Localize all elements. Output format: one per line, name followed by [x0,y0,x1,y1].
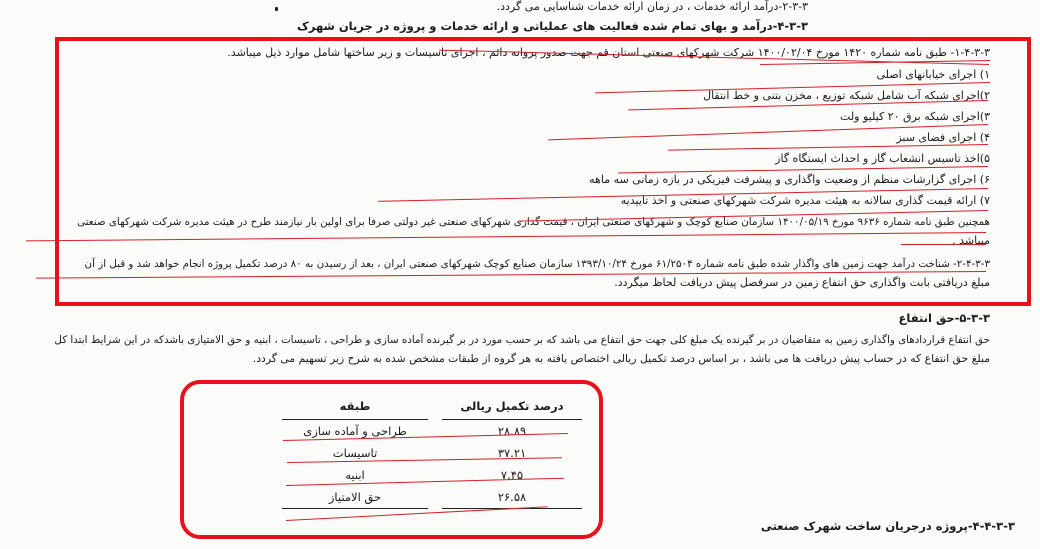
scan-speck [275,7,278,11]
section-5-3-3-heading: ۵-۳-۳-حق انتفاع [898,311,990,325]
paragraph-2-4-3-3-end: مبلغ دریافتی بابت واگذاری حق انتفاع زمین در سرفصل پیش دریافت لحاظ میگردد. [614,276,990,289]
list-item: ۵)اخذ تاسیس انشعاب گاز و احداث ایستگاه گاز [775,152,990,165]
paragraph-followup-letter-end: میباشد . [952,234,990,247]
cell-category: تاسیسات [332,446,378,460]
list-item: ۱) اجرای خیابانهای اصلی [876,68,990,81]
table-row [282,464,582,486]
list-item: ۲)اجرای شبکه آب شامل شبکه توزیع ، مخزن بتنی و خط انتقال [703,89,990,102]
table-header-row [282,393,582,420]
paragraph-1-4-3-3: ۱-۴-۳-۳- طبق نامه شماره ۱۴۲۰ مورخ ۱۴۰۰/۰۲/۰۴ شرکت شهرکهای صنعتی استان قم جهت صدور پروانه دائم ، اجرای تاسیسات و زیر ساختها شامل موارد ذیل میباشد. [227,46,990,59]
list-item: ۷) ارائه قیمت گذاری سالانه به هیئت مدیره شرکت شهرکهای صنعتی و اخذ تاییدیه [620,194,990,207]
section-5-3-3-paragraph: حق انتفاع قراردادهای واگذاری زمین به متقاضیان در بر گیرنده یک مبلغ کلی جهت حق انتفاع می باشد که بر حسب مورد در بر گیرنده آماده سازی و طراحی ، تاسیسات ، ابنیه و حق الامتیازی باشدکه در این شرایط ابتدا کل [54,334,990,346]
list-item: ۶) اجرای گزارشات منظم از وضعیت واگذاری و پیشرفت فیزیکی در بازه زمانی سه ماهه [589,173,990,186]
column-header-category: طبقه [282,393,428,420]
cell-percent: ۲۸.۸۹ [497,424,527,438]
paragraph-2-4-3-3: ۲-۴-۳-۳- شناخت درآمد جهت زمین های واگذار شده طبق نامه شماره ۶۱/۲۵۰۴ مورخ ۱۳۹۳/۱۰/۲۴ سازمان صنایع کوچک شهرکهای صنعتی ایران ، بعد از رسیدن به ۸۰ درصد تکمیل پروژه انجام خواهد شد و قبل از آن [84,258,990,270]
cell-category: حق الامتیاز [282,486,428,509]
cell-percent: ۲۶.۵۸ [442,486,582,509]
paragraph-followup-letter: همچنین طبق نامه شماره ۹۶۳۶ مورخ ۱۴۰۰/۰۵/۱۹ سازمان صنایع کوچک و شهرکهای صنعتی ایران ، قیمت گذاری شهرکهای صنعتی غیر دولتی صرفا برای اولین بار نیازمند طرح در هیئت مدیره شرکت شهرکهای صنعتی [77,216,990,228]
allocation-table [282,393,582,509]
section-2-3-4-heading: ۴-۳-۳-درآمد و بهای تمام شده فعالیت های عملیاتی و ارائه خدمات و پروژه در جریان شهرک [297,19,808,33]
section-4-4-3-3-heading: ۴-۴-۳-۳-پروژه درجریان ساخت شهرک صنعتی [760,519,1015,533]
cell-percent: ۳۷.۲۱ [497,446,527,460]
column-header-percent: درصد تکمیل ریالی [442,393,582,420]
red-underline [901,244,986,245]
table-row [282,486,582,509]
section-2-3-2-text: ۲-۳-۳-درآمد ارائه خدمات ، در زمان ارائه خدمات شناسایی می گردد. [496,0,808,13]
list-item: ۳)اجرای شبکه برق ۲۰ کیلیو ولت [840,110,990,123]
cell-category: طراحی و آماده سازی [303,424,407,438]
list-item: ۴) اجرای فضای سبز [896,131,990,144]
section-5-3-3-paragraph-end: مبلغ حق انتفاع که در حساب پیش دریافت ها می باشد ، بر اساس درصد تکمیل ریالی اختصاص یافته به هر گروه از طبقات مشخص شده به شرح زیر تسهیم می گردد. [252,352,990,365]
cell-percent: ۷.۴۵ [500,468,524,482]
cell-category: ابنیه [345,468,365,482]
